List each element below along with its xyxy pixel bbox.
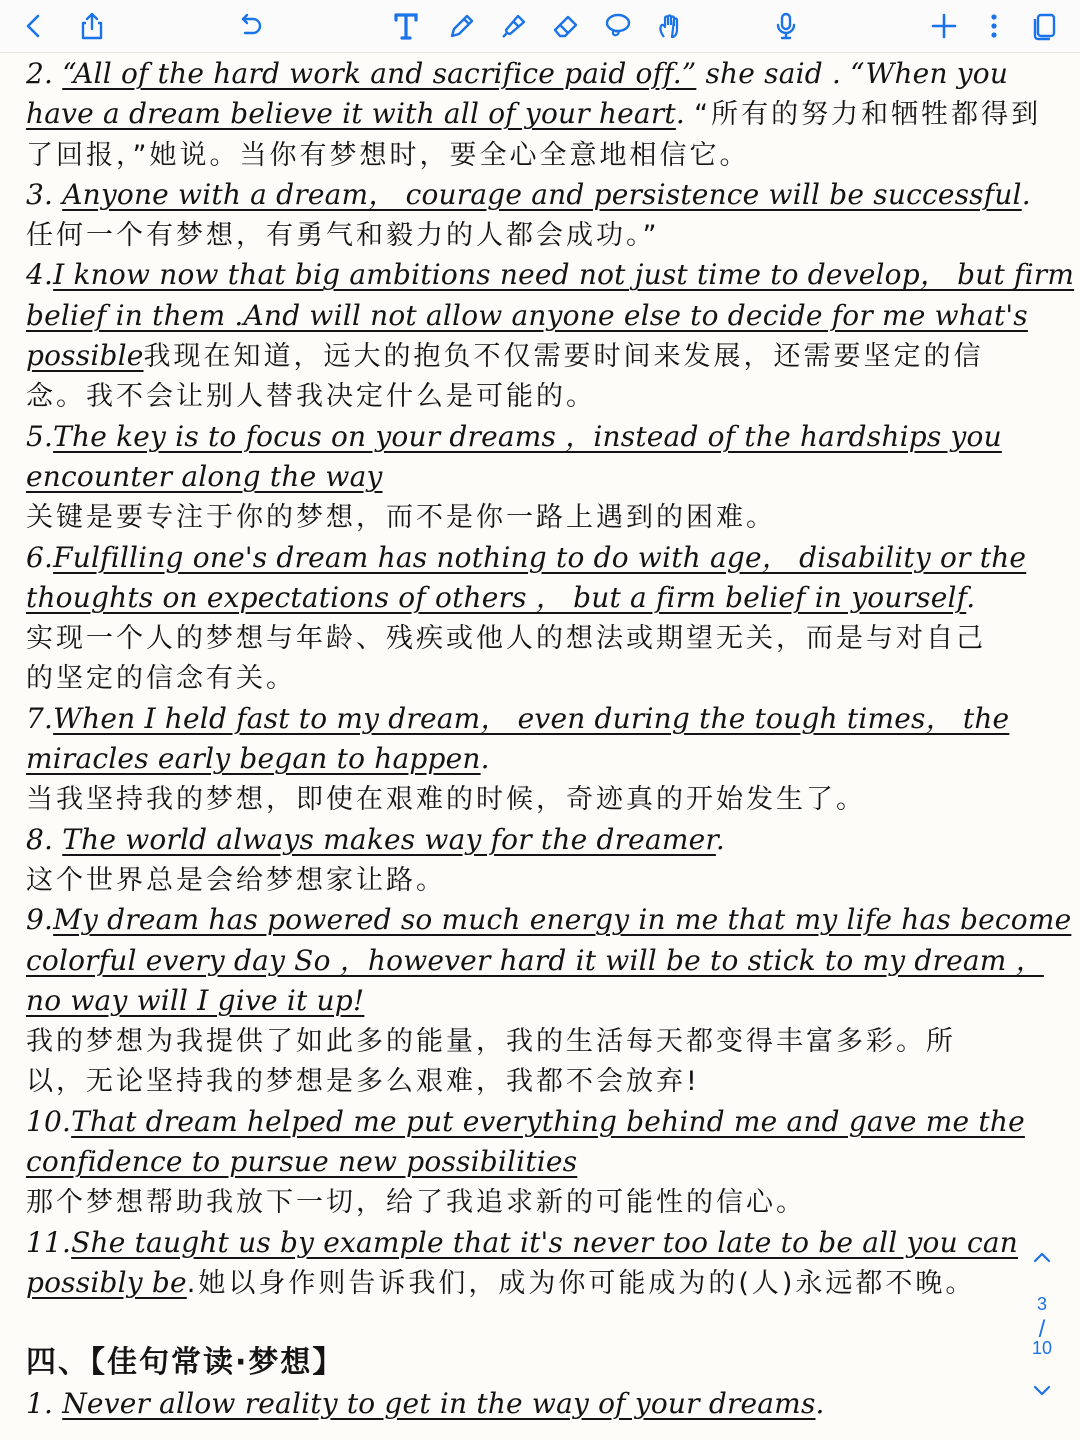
underlined-english-text: possibly be [26, 1265, 187, 1299]
underlined-english-text: The world always makes way for the dreamer [62, 822, 716, 856]
note-text: 8. [26, 822, 63, 856]
underlined-english-text: She taught us by example that it's never too late to be all you can [71, 1225, 1018, 1259]
note-text: . [715, 822, 725, 856]
note-line [26, 255, 1075, 295]
note-line [26, 336, 1036, 376]
chinese-translation-text: 的坚定的信念有关。 [26, 663, 296, 695]
underlined-english-text: “All of the hard work and sacrifice paid off.” [62, 57, 697, 90]
note-line [26, 1142, 1036, 1182]
note-line [26, 1182, 1036, 1222]
note-text: 11. [26, 1225, 72, 1259]
note-text: 6. [26, 540, 54, 574]
chinese-translation-text: 我现在知道，远大的抱负不仅需要时间来发展，还需要坚定的信 [143, 341, 984, 373]
note-line [26, 417, 1036, 457]
add-icon[interactable] [924, 6, 964, 46]
top-toolbar [0, 0, 1080, 53]
note-line [26, 457, 1036, 497]
pen-icon[interactable] [442, 6, 482, 46]
underlined-english-text: I know now that big ambitions need not just time to develop， but firm [53, 258, 1075, 292]
pages-icon[interactable] [1024, 6, 1064, 46]
undo-icon[interactable] [230, 6, 270, 46]
underlined-english-text: My dream has powered so much energy in me that my life has become [53, 903, 1072, 937]
note-text: . [675, 97, 695, 131]
note-line [26, 739, 1036, 779]
text-icon[interactable] [386, 6, 426, 46]
note-line [26, 1021, 1036, 1061]
note-line [26, 1061, 1036, 1101]
note-line [26, 779, 1036, 819]
underlined-english-text: no way will I give it up! [26, 983, 365, 1017]
chinese-translation-text: 任何一个有梦想，有勇气和毅力的人都会成功。” [26, 220, 660, 252]
note-line [26, 1223, 1036, 1263]
note-text: she said . “When you [696, 57, 1009, 90]
underlined-english-text: encounter along the way [26, 459, 383, 493]
lasso-icon[interactable] [598, 6, 638, 46]
highlighter-icon[interactable] [494, 6, 534, 46]
underlined-english-text: colorful every day So ，however hard it will be to stick to my dream ， [26, 943, 1044, 977]
chinese-translation-text: 了回报，”她说。当你有梦想时，要全心全意地相信它。 [26, 139, 750, 171]
hand-icon[interactable] [650, 6, 690, 46]
note-text: 4. [26, 258, 54, 292]
underlined-english-text: Fulfilling one's dream has nothing to do with age， disability or the [53, 540, 1027, 574]
note-text: 9. [26, 903, 54, 937]
underlined-english-text: The key is to focus on your dreams ，instead of the hardships you [53, 419, 1002, 453]
note-text: 1. [26, 1386, 63, 1420]
underlined-english-text: That dream helped me put everything behind me and gave me the [71, 1104, 1025, 1138]
note-line [26, 135, 1036, 175]
note-text: 7. [26, 701, 54, 735]
chinese-translation-text: 我的梦想为我提供了如此多的能量，我的生活每天都变得丰富多彩。所 [26, 1026, 956, 1058]
note-text: 5. [26, 419, 54, 453]
note-line [26, 296, 1036, 336]
underlined-english-text: have a dream believe it with all of your heart [26, 97, 676, 131]
underlined-english-text: Never allow reality to get in the way of your dreams [62, 1386, 816, 1420]
note-text: 3. [26, 177, 63, 211]
note-text: . [480, 742, 490, 776]
note-page-content[interactable] [26, 54, 1075, 1424]
underlined-english-text: possible [26, 339, 144, 373]
note-text: 2. [26, 57, 63, 90]
note-text: 四、【佳句常读·梦想】 [26, 1345, 345, 1381]
note-line [26, 658, 1036, 698]
underlined-english-text: When I held fast to my dream， even during the tough times， the [53, 701, 1010, 735]
underlined-english-text: miracles early began to happen [26, 742, 481, 776]
note-line [26, 578, 1036, 618]
chinese-translation-text: 当我坚持我的梦想，即使在艰难的时候，奇迹真的开始发生了。 [26, 784, 866, 816]
chinese-translation-text: 以，无论坚持我的梦想是多么艰难，我都不会放弃! [26, 1066, 700, 1098]
chinese-translation-text: 关键是要专注于你的梦想，而不是你一路上遇到的困难。 [26, 502, 776, 534]
note-line [26, 54, 1036, 94]
chinese-translation-text: .她以身作则告诉我们，成为你可能成为的(人)永远都不晚。 [186, 1267, 976, 1299]
chevron-up-icon[interactable] [1024, 1240, 1060, 1276]
underlined-english-text: belief in them .And will not allow anyone else to decide for me what's [26, 298, 1028, 332]
note-line [26, 538, 1036, 578]
underlined-english-text: Anyone with a dream， courage and persistence will be successful [62, 177, 1022, 211]
chinese-translation-text: 这个世界总是会给梦想家让路。 [26, 864, 446, 896]
note-line [26, 941, 1044, 981]
section-heading [26, 1343, 1036, 1383]
page-separator: / [1038, 1316, 1046, 1343]
note-line [26, 1384, 1036, 1424]
chinese-translation-text: 那个梦想帮助我放下一切，给了我追求新的可能性的信心。 [26, 1187, 806, 1219]
note-text: . [1021, 177, 1031, 211]
note-line [26, 376, 1036, 416]
note-line [26, 981, 1036, 1021]
note-line [26, 618, 1036, 658]
note-line [26, 900, 1072, 940]
share-icon[interactable] [72, 6, 112, 46]
chevron-down-icon[interactable] [1024, 1372, 1060, 1408]
mic-icon[interactable] [766, 6, 806, 46]
note-line [26, 1263, 1036, 1303]
chinese-translation-text: “所有的努力和牺牲都得到 [694, 99, 1042, 131]
current-page: 3 [1036, 1294, 1047, 1314]
more-icon[interactable] [974, 6, 1014, 46]
note-line [26, 94, 1042, 134]
note-line [26, 1102, 1036, 1142]
page-navigator [1014, 1240, 1070, 1410]
note-text: . [815, 1386, 825, 1420]
chinese-translation-text: 念。我不会让别人替我决定什么是可能的。 [26, 381, 596, 413]
note-line [26, 699, 1036, 739]
note-line [26, 860, 1036, 900]
back-icon[interactable] [14, 6, 54, 46]
underlined-english-text: thoughts on expectations of others ， but a firm belief in yourself [26, 580, 967, 614]
note-line [26, 175, 1036, 215]
note-text: . [966, 580, 976, 614]
note-line [26, 497, 1036, 537]
note-text: 10. [26, 1104, 72, 1138]
blank-line [26, 1303, 1036, 1343]
note-line [26, 820, 1036, 860]
chinese-translation-text: 实现一个人的梦想与年龄、残疾或他人的想法或期望无关，而是与对自己 [26, 623, 986, 655]
eraser-icon[interactable] [546, 6, 586, 46]
total-pages: 10 [1031, 1338, 1053, 1358]
note-line [26, 215, 1036, 255]
underlined-english-text: confidence to pursue new possibilities [26, 1145, 578, 1179]
